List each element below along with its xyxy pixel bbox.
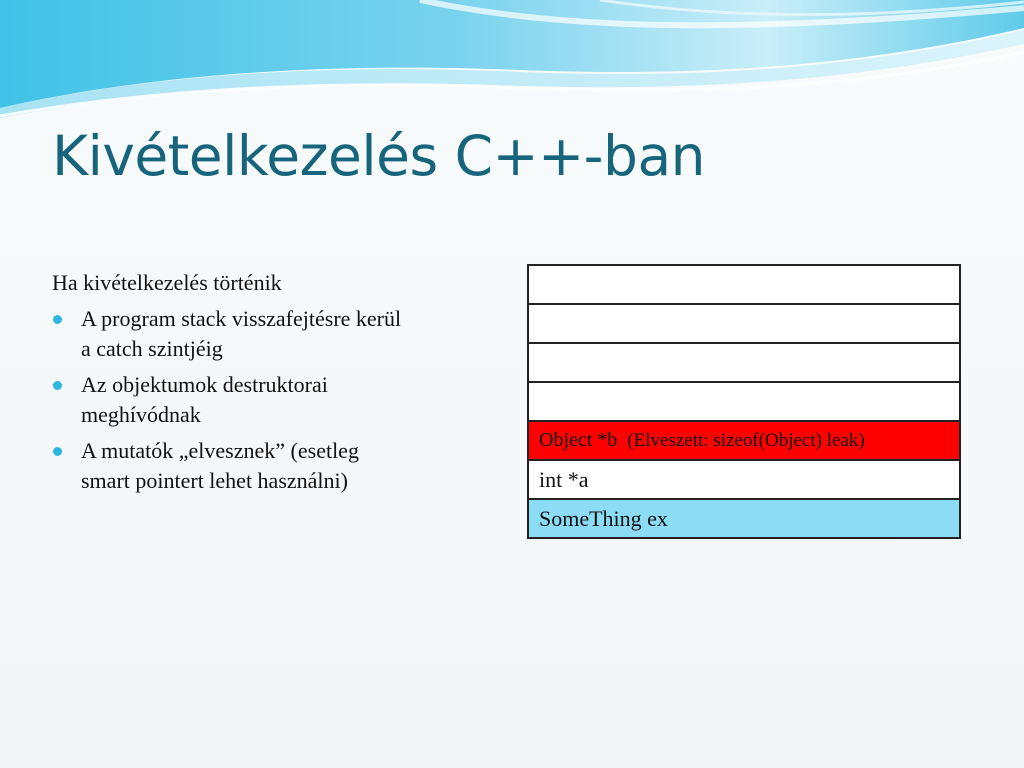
stack-row-exception [528,499,960,538]
bullet-dot-icon [53,381,62,390]
stack-cell-leak-note: (Elveszett: sizeof(Object) leak) [627,430,865,451]
bullet-line: A program stack visszafejtésre kerül [81,306,402,331]
bullet-line: smart pointert lehet használni) [81,468,348,493]
content-text [52,268,492,502]
stack-cell [528,304,960,343]
stack-row-empty [528,382,960,421]
stack-cell [528,265,960,304]
stack-cell [528,343,960,382]
bullet-line: a catch szintjéig [81,336,223,361]
stack-row-leaked-object [528,421,960,460]
stack-cell [528,382,960,421]
bullet-list [52,304,492,496]
stack-row-int-pointer [528,460,960,499]
stack-cell [528,421,960,460]
header-wave-decoration [0,0,1024,130]
stack-row-empty [528,265,960,304]
bullet-line: A mutatók „elvesznek” (esetleg [81,438,359,463]
lead-text: Ha kivételkezelés történik [52,270,282,295]
bullet-dot-icon [53,447,62,456]
stack-cell-variable: Object *b [539,429,618,451]
slide-title: Kivételkezelés C++-ban [52,124,706,188]
bullet-item [52,370,492,430]
bullet-dot-icon [53,315,62,324]
bullet-line: Az objektumok destruktorai [81,372,328,397]
stack-row-empty [528,304,960,343]
bullet-item [52,304,492,364]
bullet-item [52,436,492,496]
call-stack-table [527,264,961,539]
bullet-line: meghívódnak [81,402,201,427]
stack-row-empty [528,343,960,382]
stack-cell: int *a [528,460,960,499]
stack-cell: SomeThing ex [528,499,960,538]
